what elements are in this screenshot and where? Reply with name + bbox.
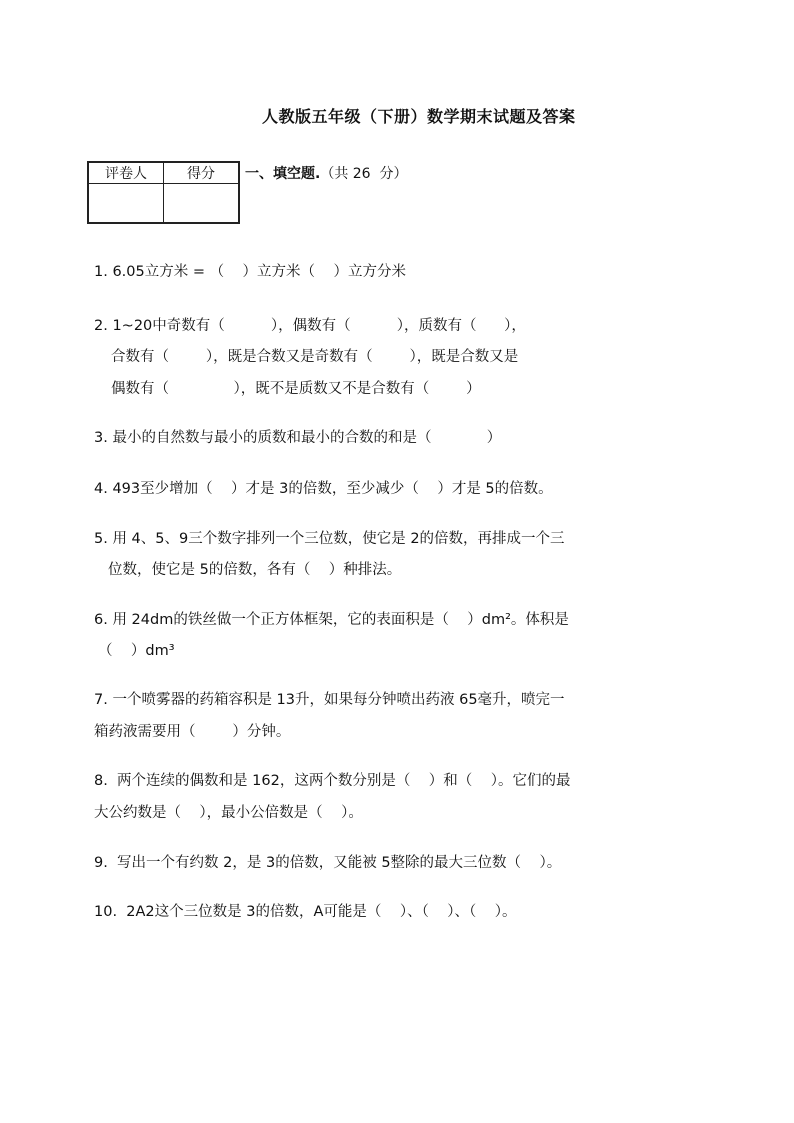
score-header: 得分 <box>164 162 240 184</box>
question-8-line-2: 大公约数是（ ），最小公倍数是（ ）。 <box>94 805 363 821</box>
question-1-line-1: 1. 6.05立方米 = （ ）立方米（ ）立方分米 <box>94 264 406 280</box>
section-title: 一、填空题. <box>245 166 321 182</box>
grader-cell[interactable] <box>88 184 164 224</box>
question-5-line-1: 5. 用 4、5、9三个数字排列一个三位数，使它是 2的倍数，再排成一个三 <box>94 531 565 547</box>
question-9-line-1: 9. 写出一个有约数 2，是 3的倍数，又能被 5整除的最大三位数（ ）。 <box>94 855 562 871</box>
question-2-line-1: 2. 1~20中奇数有（ ），偶数有（ ），质数有（ ）， <box>94 318 526 334</box>
question-3-line-1: 3. 最小的自然数与最小的质数和最小的合数的和是（ ） <box>94 430 502 446</box>
question-5-line-2: 位数，使它是 5的倍数，各有（ ）种排法。 <box>108 562 402 578</box>
question-6-line-1: 6. 用 24dm的铁丝做一个正方体框架，它的表面积是（ ）dm²。体积是 <box>94 612 569 628</box>
section-points: （共 26 分） <box>320 166 408 182</box>
question-7-line-1: 7. 一个喷雾器的药箱容积是 13升，如果每分钟喷出药液 65毫升，喷完一 <box>94 692 565 708</box>
page-title: 人教版五年级（下册）数学期末试题及答案 <box>262 107 576 126</box>
question-7-line-2: 箱药液需要用（ ）分钟。 <box>94 724 291 740</box>
question-4-line-1: 4. 493至少增加（ ）才是 3的倍数，至少减少（ ）才是 5的倍数。 <box>94 481 553 497</box>
question-6-line-2: （ ）dm³ <box>98 643 175 659</box>
question-8-line-1: 8. 两个连续的偶数和是 162，这两个数分别是（ ）和（ ）。它们的最 <box>94 773 571 789</box>
question-2-line-2: 合数有（ ），既是合数又是奇数有（ ），既是合数又是 <box>111 349 519 365</box>
score-cell[interactable] <box>164 184 240 224</box>
question-10-line-1: 10. 2A2这个三位数是 3的倍数，A可能是（ ）、（ ）、（ ）。 <box>94 904 517 920</box>
score-table <box>87 161 240 224</box>
section-heading <box>245 163 408 183</box>
grader-header: 评卷人 <box>88 162 164 184</box>
question-2-line-3: 偶数有（ ），既不是质数又不是合数有（ ） <box>111 381 481 397</box>
